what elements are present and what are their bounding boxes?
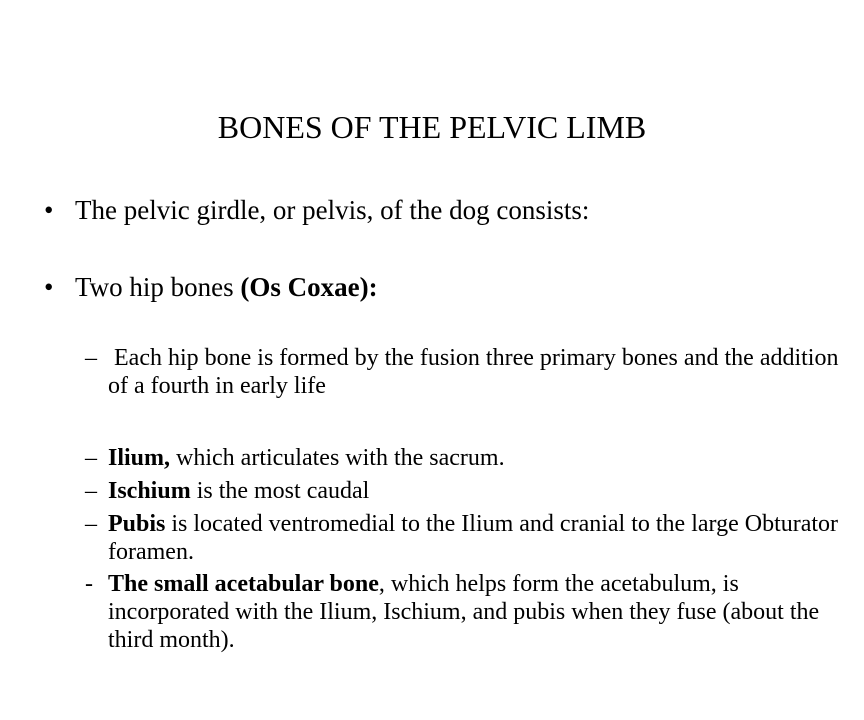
sub-bullet-text: , which helps form the acetabulum, is incorporated with the Ilium, Ischium, and pubis when they fuse (about the third month). [108, 571, 826, 653]
sub-bullet-text: Each hip bone is formed by the fusion three primary bones and the addition of a fourth in early life [108, 345, 845, 399]
sub-bullet-content [85, 477, 845, 505]
sub-bullet-content [85, 570, 845, 654]
sub-bullet-bold-text: Ilium, [108, 445, 171, 471]
bullet-marker: • [44, 195, 54, 225]
bullet-text: Two hip bones [75, 272, 241, 302]
bullet-marker: • [44, 272, 54, 302]
sub-bullet-marker: – [85, 511, 97, 537]
sub-bullet-item [85, 570, 845, 654]
sub-bullet-item [85, 444, 845, 472]
sub-bullet-marker: – [85, 345, 97, 371]
sub-bullet-text: is the most caudal [190, 478, 370, 504]
sub-bullet-marker: – [85, 445, 97, 471]
bullet-item [44, 194, 589, 226]
sub-bullet-marker: - [85, 571, 93, 597]
sub-bullet-text: is located ventromedial to the Ilium and cranial to the large Obturator foramen. [108, 511, 845, 565]
slide-title: BONES OF THE PELVIC LIMB [217, 109, 647, 145]
sub-bullet-item [85, 344, 845, 400]
sub-bullet-bold-text: The small acetabular bone [108, 571, 379, 597]
sub-bullet-item [85, 510, 845, 566]
sub-bullet-bold-text: Ischium [108, 478, 191, 504]
sub-bullet-marker: – [85, 478, 97, 504]
bullet-item [44, 271, 378, 303]
sub-bullet-item [85, 477, 845, 505]
sub-bullet-bold-text: Pubis [108, 511, 166, 537]
bullet-text: The pelvic girdle, or pelvis, of the dog consists: [75, 195, 590, 225]
sub-bullet-text: which articulates with the sacrum. [170, 445, 505, 471]
bullet-bold-text: (Os Coxae): [240, 272, 378, 302]
sub-bullet-content [85, 510, 845, 566]
sub-bullet-content [85, 444, 845, 472]
